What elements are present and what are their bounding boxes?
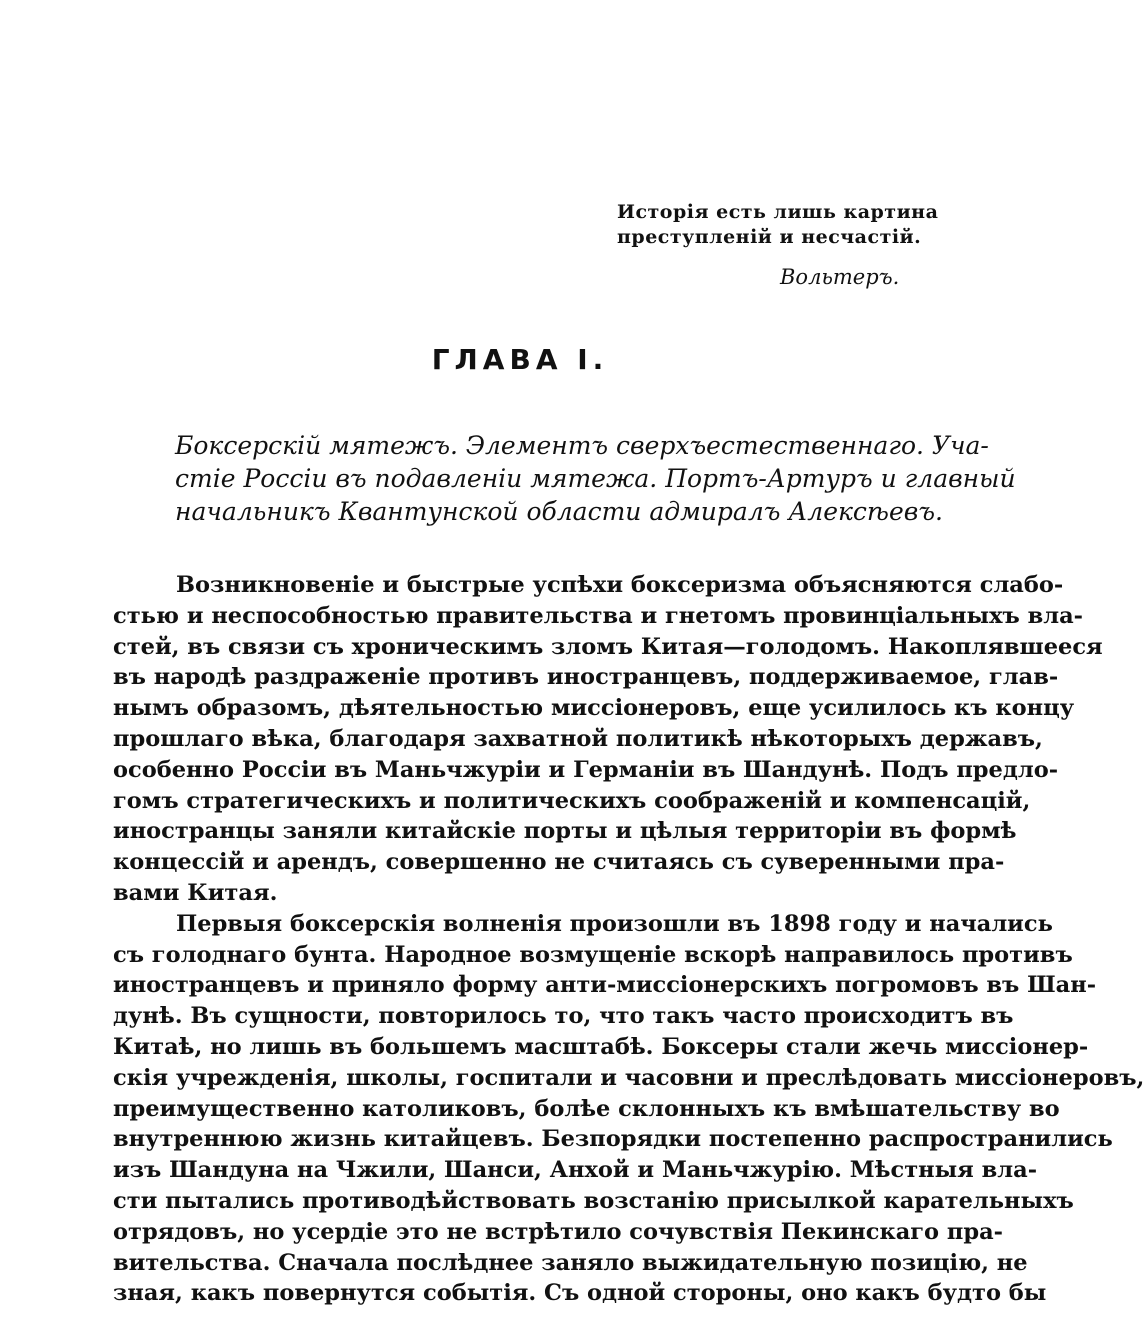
text-line: Первыя боксерскія волненія произошли въ 1898 году и начались	[176, 910, 1053, 937]
text-line: преимущественно католиковъ, болѣе склонныхъ къ вмѣшательству во	[113, 1095, 1060, 1122]
epigraph	[617, 200, 947, 250]
text-line: гомъ стратегическихъ и политическихъ соображеній и компенсацій,	[113, 787, 1031, 814]
body-text	[113, 570, 1144, 1309]
chapter-summary	[175, 429, 1016, 528]
text-line: дунѣ. Въ сущности, повторилось то, что такъ часто происходитъ въ	[113, 1003, 1014, 1030]
text-line: зная, какъ повернутся событія. Съ одной стороны, оно какъ будто бы	[113, 1280, 1047, 1307]
text-line: иностранцы заняли китайскіе порты и цѣлыя территоріи въ формѣ	[113, 818, 1017, 845]
text-line: особенно Россіи въ Маньчжуріи и Германіи въ Шандунѣ. Подъ предло-	[113, 756, 1059, 783]
text-line: скія учрежденія, школы, госпитали и часовни и преслѣдовать миссіонеровъ,	[113, 1064, 1144, 1091]
text-line: вами Китая.	[113, 879, 278, 906]
text-line: Возникновеніе и быстрые успѣхи боксеризма объясняются слабо-	[176, 572, 1064, 598]
text-line: прошлаго вѣка, благодаря захватной политикѣ нѣкоторыхъ державъ,	[113, 725, 1043, 752]
summary-line: Боксерскій мятежъ. Элементъ сверхъестественнаго. Уча-	[175, 431, 989, 460]
epigraph-line: Исторія есть лишь картина	[617, 201, 939, 223]
chapter-title: ГЛАВА I.	[431, 343, 609, 376]
text-line: иностранцевъ и приняло форму анти-миссіонерскихъ погромовъ въ Шан-	[113, 972, 1097, 999]
text-line: Китаѣ, но лишь въ большемъ масштабѣ. Боксеры стали жечь миссіонер-	[113, 1033, 1089, 1060]
epigraph-line: преступленій и несчастій.	[617, 226, 922, 248]
text-line: вительства. Сначала послѣднее заняло выжидательную позицію, не	[113, 1249, 1028, 1276]
epigraph-author: Вольтеръ.	[780, 265, 900, 289]
text-line: концессій и арендъ, совершенно не считаясь съ суверенными пра-	[113, 849, 1005, 876]
text-line: стей, въ связи съ хроническимъ зломъ Китая—голодомъ. Накоплявшееся	[113, 633, 1103, 660]
text-line: нымъ образомъ, дѣятельностью миссіонеровъ, еще усилилось къ концу	[113, 695, 1075, 722]
text-line: сти пытались противодѣйствовать возстанію присылкой карательныхъ	[113, 1187, 1074, 1214]
text-line: стью и неспособностью правительства и гнетомъ провинціальныхъ вла-	[113, 602, 1083, 629]
summary-line: начальникъ Квантунской области адмиралъ Алексѣевъ.	[175, 497, 943, 526]
summary-line: стіе Россіи въ подавленіи мятежа. Портъ-Артуръ и главный	[175, 464, 1016, 493]
text-line: въ народѣ раздраженіе противъ иностранцевъ, поддерживаемое, глав-	[113, 664, 1059, 691]
text-line: съ голоднаго бунта. Народное возмущеніе вскорѣ направилось противъ	[113, 941, 1073, 968]
text-line: внутреннюю жизнь китайцевъ. Безпорядки постепенно распространились	[113, 1126, 1113, 1153]
text-line: изъ Шандуна на Чжили, Шанси, Анхой и Маньчжурію. Мѣстныя вла-	[113, 1157, 1038, 1184]
text-line: отрядовъ, но усердіе это не встрѣтило сочувствія Пекинскаго пра-	[113, 1218, 1004, 1245]
